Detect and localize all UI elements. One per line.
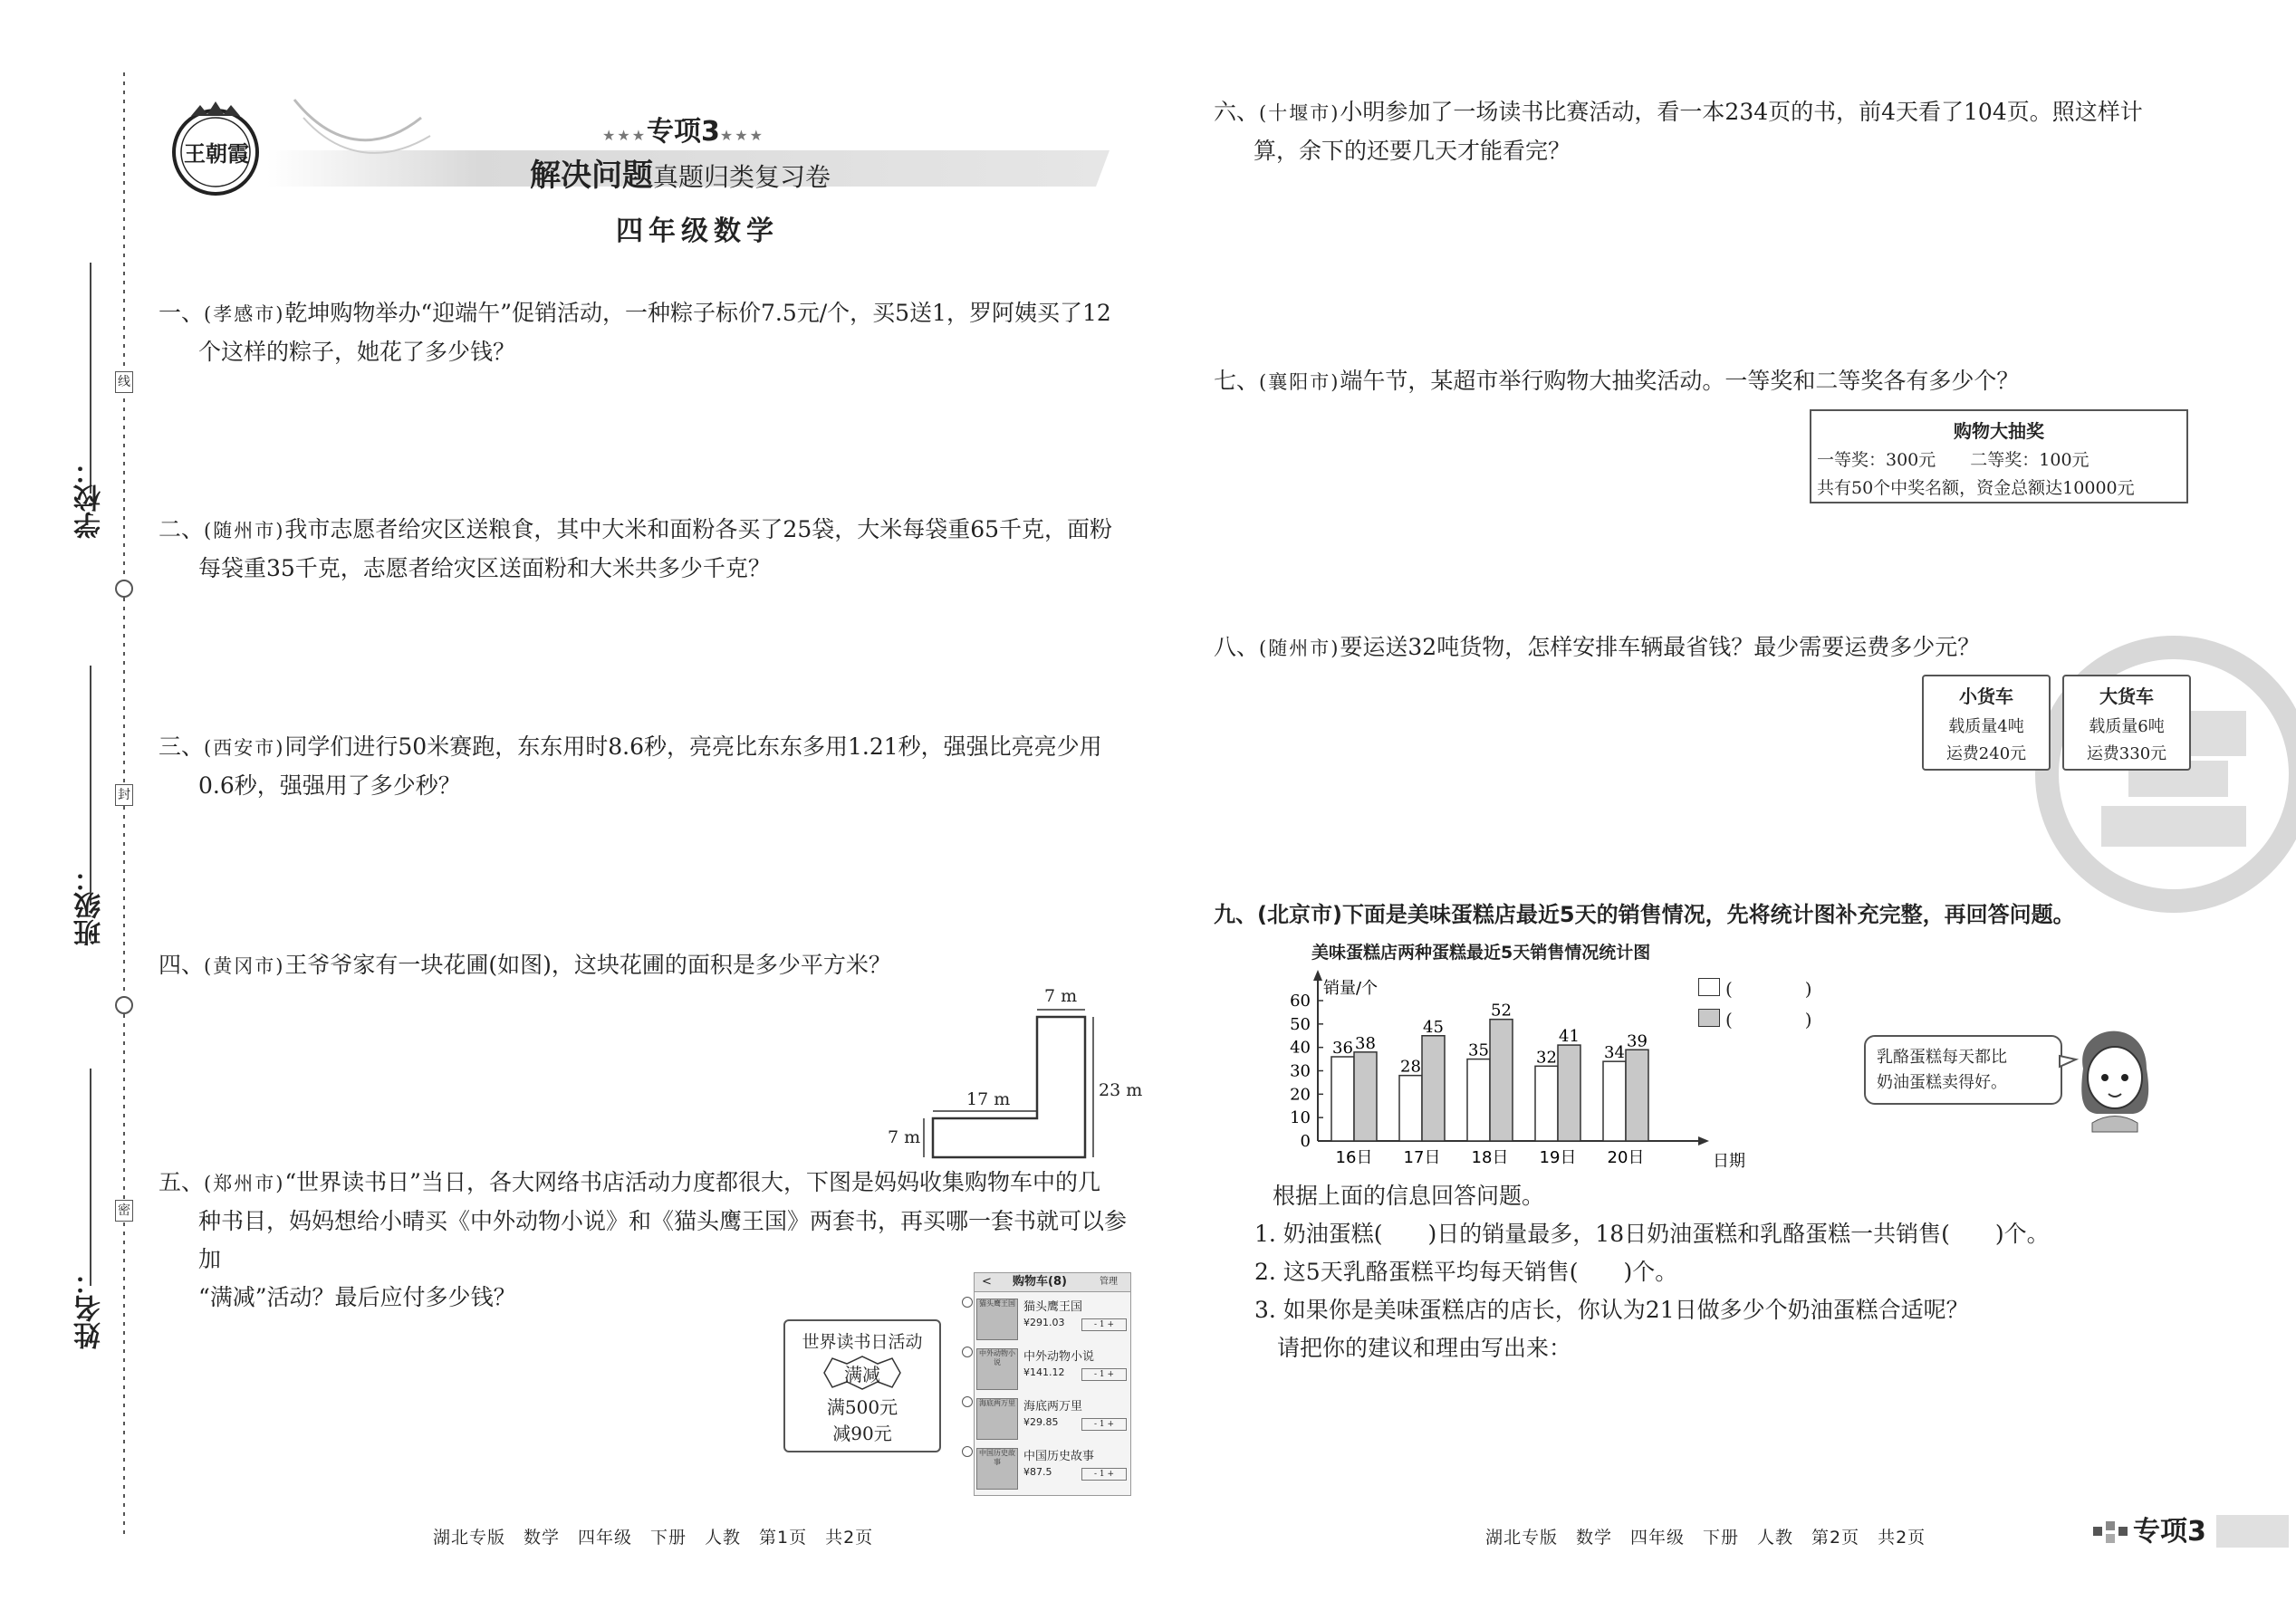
right-page-footer: 湖北专版 数学 四年级 下册 人教 第2页 共2页 bbox=[1485, 1528, 1926, 1548]
bar-value-label: 39 bbox=[1627, 1031, 1648, 1051]
legend-blank-1: ( ) bbox=[1725, 978, 1812, 1000]
question-2-line1: 我市志愿者给灾区送粮食，其中大米和面粉各买了25袋，大米每袋重65千克，面粉 bbox=[284, 516, 1113, 542]
answer-4: 请把你的建议和理由写出来： bbox=[1277, 1335, 1572, 1361]
cart-item-name: 猫头鹰王国 bbox=[1023, 1300, 1083, 1314]
promo-line1: 满500元 bbox=[826, 1396, 898, 1418]
question-6-location: (十堰市) bbox=[1259, 102, 1340, 124]
seal-seal-char: 封 bbox=[115, 784, 133, 806]
girl-illustration-icon bbox=[2047, 1005, 2165, 1132]
small-truck-box bbox=[1922, 675, 2051, 771]
y-tick-label: 20 bbox=[1290, 1085, 1311, 1105]
speech-bubble bbox=[1864, 1035, 2062, 1105]
bar-value-label: 32 bbox=[1536, 1048, 1557, 1068]
cart-back-button[interactable]: < bbox=[982, 1275, 992, 1289]
question-4-line1: 王爷爷家有一块花圃(如图)，这块花圃的面积是多少平方米？ bbox=[284, 952, 891, 978]
cart-title: 购物车(8) bbox=[1013, 1275, 1067, 1289]
big-truck-title: 大货车 bbox=[2099, 685, 2154, 707]
question-6-num: 六、 bbox=[1214, 99, 1260, 125]
cart-item-price: ¥291.03 bbox=[1023, 1317, 1065, 1328]
garden-height: 23 m bbox=[1099, 1080, 1143, 1100]
cart-item-thumb: 海底两万里 bbox=[976, 1398, 1018, 1440]
garden-left-height: 7 m bbox=[888, 1127, 921, 1147]
bar bbox=[1467, 1059, 1490, 1141]
cart-item[interactable] bbox=[975, 1343, 1129, 1390]
x-tick-label: 18日 bbox=[1471, 1148, 1509, 1167]
lottery-box bbox=[1810, 409, 2188, 503]
name-label: 姓名： bbox=[74, 1268, 106, 1349]
question-5-line2: 种书目，妈妈想给小晴买《中外动物小说》和《猫头鹰王国》两套书，再买哪一套书就可以参加 bbox=[198, 1208, 1128, 1272]
x-axis-label: 日期 bbox=[1713, 1152, 1745, 1171]
big-truck-load: 载质量6吨 bbox=[2089, 717, 2165, 736]
small-truck-title: 小货车 bbox=[1959, 685, 2013, 707]
question-4-location: (黄冈市) bbox=[204, 955, 285, 977]
big-truck-box bbox=[2062, 675, 2191, 771]
seal-line-char: 线 bbox=[115, 371, 133, 393]
answers-intro: 根据上面的信息回答问题。 bbox=[1273, 1183, 1545, 1209]
question-2-num: 二、 bbox=[159, 516, 205, 542]
x-axis-arrow bbox=[1698, 1136, 1709, 1146]
class-label: 班级： bbox=[74, 865, 106, 946]
y-tick-label: 60 bbox=[1290, 992, 1311, 1011]
garden-top-width: 7 m bbox=[1044, 986, 1078, 1006]
bar-chart bbox=[1277, 969, 1745, 1177]
question-4-num: 四、 bbox=[159, 952, 205, 978]
y-axis-arrow bbox=[1313, 970, 1322, 981]
cart-item-price: ¥29.85 bbox=[1023, 1416, 1059, 1428]
question-2-location: (随州市) bbox=[204, 520, 285, 542]
question-1-line2: 个这样的粽子，她花了多少钱？ bbox=[198, 339, 516, 365]
bar bbox=[1354, 1052, 1377, 1141]
promo-badge bbox=[785, 1353, 939, 1393]
question-9-num: 九、 bbox=[1214, 902, 1257, 927]
question-8-num: 八、 bbox=[1214, 634, 1260, 660]
question-3-num: 三、 bbox=[159, 733, 205, 760]
bar bbox=[1535, 1066, 1558, 1141]
question-2 bbox=[159, 511, 1146, 588]
bar bbox=[1331, 1057, 1354, 1141]
big-truck-fee: 运费330元 bbox=[2086, 744, 2167, 763]
promo-badge-text: 满减 bbox=[844, 1364, 880, 1385]
bar-value-label: 45 bbox=[1423, 1017, 1444, 1037]
cart-manage-button[interactable]: 管理 bbox=[1100, 1277, 1118, 1287]
promo-line2: 减90元 bbox=[832, 1423, 892, 1444]
cart-item[interactable] bbox=[975, 1393, 1129, 1440]
question-9 bbox=[1214, 896, 2210, 934]
question-3-line2: 0.6秒，强强用了多少秒？ bbox=[198, 772, 461, 799]
question-9-line1: 下面是美味蛋糕店最近5天的销售情况，先将统计图补充完整，再回答问题。 bbox=[1341, 902, 2075, 927]
speech-line1: 乳酪蛋糕每天都比 bbox=[1877, 1048, 2007, 1067]
cart-item-thumb: 中外动物小说 bbox=[976, 1348, 1018, 1390]
bar bbox=[1626, 1050, 1648, 1141]
brand-logo-text: 王朝霞 bbox=[184, 140, 249, 167]
corner-topic-tag: 专项3 bbox=[2133, 1516, 2206, 1548]
question-9-location: (北京市) bbox=[1257, 902, 1342, 927]
answer-2: 2. 这5天乳酪蛋糕平均每天销售( )个。 bbox=[1254, 1259, 1678, 1285]
legend-swatch-gray bbox=[1698, 1009, 1720, 1027]
y-tick-label: 10 bbox=[1290, 1108, 1311, 1128]
lottery-title: 购物大抽奖 bbox=[1954, 420, 2044, 442]
question-3-location: (西安市) bbox=[204, 737, 285, 759]
lottery-line1: 一等奖：300元 二等奖：100元 bbox=[1817, 450, 2089, 470]
promo-box bbox=[783, 1319, 941, 1452]
chart-legend bbox=[1698, 978, 1861, 1032]
left-page-footer: 湖北专版 数学 四年级 下册 人教 第1页 共2页 bbox=[433, 1528, 874, 1548]
topic-tag: ★★★专项3★★★ bbox=[602, 116, 764, 148]
small-truck-fee: 运费240元 bbox=[1945, 744, 2027, 763]
watermark-seal-icon bbox=[2015, 625, 2296, 924]
bar-value-label: 41 bbox=[1559, 1027, 1580, 1047]
y-tick-label: 50 bbox=[1290, 1014, 1311, 1034]
question-1 bbox=[159, 294, 1146, 371]
cart-item-price: ¥87.5 bbox=[1023, 1466, 1052, 1478]
bar bbox=[1603, 1061, 1626, 1141]
question-1-num: 一、 bbox=[159, 300, 205, 326]
cart-item-name: 中国历史故事 bbox=[1023, 1450, 1095, 1463]
header bbox=[159, 91, 1137, 254]
cart-header bbox=[975, 1273, 1130, 1292]
cart-item-name: 海底两万里 bbox=[1023, 1400, 1083, 1414]
bar bbox=[1490, 1020, 1513, 1141]
x-tick-label: 17日 bbox=[1403, 1148, 1441, 1167]
question-6-line2: 算，余下的还要几天才能看完？ bbox=[1254, 138, 1571, 164]
chart-title: 美味蛋糕店两种蛋糕最近5天销售情况统计图 bbox=[1311, 943, 1651, 963]
garden-figure bbox=[883, 986, 1155, 1159]
corner-bar bbox=[2216, 1515, 2289, 1548]
y-tick-label: 30 bbox=[1290, 1061, 1311, 1081]
answer-3: 3. 如果你是美味蛋糕店的店长，你认为21日做多少个奶油蛋糕合适呢？ bbox=[1254, 1297, 1969, 1323]
binding-lines bbox=[0, 0, 159, 1620]
question-2-line2: 每袋重35千克，志愿者给灾区送面粉和大米共多少千克？ bbox=[198, 555, 771, 581]
garden-mid-length: 17 m bbox=[966, 1089, 1011, 1109]
question-7 bbox=[1214, 362, 2192, 401]
question-8-line1: 要运送32吨货物，怎样安排车辆最省钱？最少需要运费多少元？ bbox=[1340, 634, 1981, 660]
question-5-num: 五、 bbox=[159, 1169, 205, 1195]
x-tick-label: 20日 bbox=[1607, 1148, 1645, 1167]
question-7-location: (襄阳市) bbox=[1259, 371, 1340, 393]
question-3 bbox=[159, 728, 1146, 805]
cart-item-radio[interactable] bbox=[962, 1297, 973, 1308]
question-6 bbox=[1214, 93, 2192, 170]
page-title-bold: 解决问题 bbox=[530, 158, 653, 194]
bar bbox=[1422, 1036, 1445, 1141]
answer-1: 1. 奶油蛋糕( )日的销量最多，18日奶油蛋糕和乳酪蛋糕一共销售( )个。 bbox=[1254, 1221, 2050, 1247]
bar-value-label: 52 bbox=[1491, 1001, 1512, 1021]
lottery-line2: 共有50个中奖名额，资金总额达10000元 bbox=[1817, 478, 2135, 498]
legend-blank-2: ( ) bbox=[1725, 1009, 1812, 1030]
cart-item-qty-stepper[interactable]: - 1 + bbox=[1081, 1418, 1127, 1431]
cart-item-radio[interactable] bbox=[962, 1446, 973, 1457]
cart-item-radio[interactable] bbox=[962, 1347, 973, 1357]
speech-line2: 奶油蛋糕卖得好。 bbox=[1877, 1073, 2007, 1092]
school-label: 学校： bbox=[74, 457, 106, 539]
y-tick-label: 0 bbox=[1300, 1132, 1311, 1151]
question-7-num: 七、 bbox=[1214, 368, 1260, 394]
bar-value-label: 36 bbox=[1332, 1039, 1353, 1058]
legend-swatch-white bbox=[1698, 978, 1720, 996]
bar bbox=[1399, 1076, 1422, 1141]
bar-value-label: 28 bbox=[1400, 1057, 1421, 1077]
small-truck-load: 载质量4吨 bbox=[1948, 717, 2024, 736]
cart-item-price: ¥141.12 bbox=[1023, 1366, 1065, 1378]
page-subtitle: 四年级数学 bbox=[616, 216, 779, 247]
page-title-rest: 真题归类复习卷 bbox=[653, 162, 831, 192]
shopping-cart bbox=[974, 1272, 1131, 1496]
promo-title: 世界读书日活动 bbox=[802, 1332, 923, 1352]
topic-tag-text: 专项3 bbox=[647, 116, 720, 148]
binding-strip bbox=[0, 0, 159, 1620]
bar-value-label: 35 bbox=[1468, 1040, 1489, 1060]
x-tick-label: 19日 bbox=[1539, 1148, 1577, 1167]
question-1-location: (孝感市) bbox=[204, 303, 285, 325]
cart-item-thumb: 猫头鹰王国 bbox=[976, 1299, 1018, 1340]
x-tick-label: 16日 bbox=[1335, 1148, 1373, 1167]
question-6-line1: 小明参加了一场读书比赛活动，看一本234页的书，前4天看了104页。照这样计 bbox=[1340, 99, 2143, 125]
cart-item-qty-stepper[interactable]: - 1 + bbox=[1081, 1468, 1127, 1481]
cart-item-name: 中外动物小说 bbox=[1023, 1350, 1095, 1364]
y-tick-label: 40 bbox=[1290, 1038, 1311, 1058]
page-title bbox=[530, 150, 831, 195]
cart-item[interactable] bbox=[975, 1293, 1129, 1340]
question-5-line1: “世界读书日”当日，各大网络书店活动力度都很大，下图是妈妈收集购物车中的几 bbox=[284, 1169, 1100, 1195]
question-7-line1: 端午节，某超市举行购物大抽奖活动。一等奖和二等奖各有多少个？ bbox=[1340, 368, 2020, 394]
question-5-location: (郑州市) bbox=[204, 1173, 285, 1194]
question-4 bbox=[159, 946, 1146, 985]
garden-shape bbox=[883, 992, 1155, 1159]
question-1-line1: 乾坤购物举办“迎端午”促销活动，一种粽子标价7.5元/个，买5送1，罗阿姨买了12 bbox=[284, 300, 1111, 326]
y-axis-label: 销量/个 bbox=[1323, 979, 1379, 998]
cart-item[interactable] bbox=[975, 1443, 1129, 1490]
bar-value-label: 34 bbox=[1604, 1043, 1625, 1063]
binding-hole bbox=[116, 997, 132, 1013]
binding-hole bbox=[116, 580, 132, 597]
seal-dense-char: 密 bbox=[115, 1200, 133, 1222]
question-8-location: (随州市) bbox=[1259, 637, 1340, 659]
question-5-line3: “满减”活动？最后应付多少钱？ bbox=[198, 1284, 516, 1310]
cart-item-thumb: 中国历史故事 bbox=[976, 1448, 1018, 1490]
bar bbox=[1558, 1045, 1580, 1141]
cart-item-qty-stepper[interactable]: - 1 + bbox=[1081, 1368, 1127, 1381]
bar-value-label: 38 bbox=[1355, 1033, 1376, 1053]
cart-item-qty-stepper[interactable]: - 1 + bbox=[1081, 1318, 1127, 1331]
question-3-line1: 同学们进行50米赛跑，东东用时8.6秒，亮亮比东东多用1.21秒，强强比亮亮少用 bbox=[284, 733, 1102, 760]
cart-item-radio[interactable] bbox=[962, 1396, 973, 1407]
question-8 bbox=[1214, 628, 2192, 667]
